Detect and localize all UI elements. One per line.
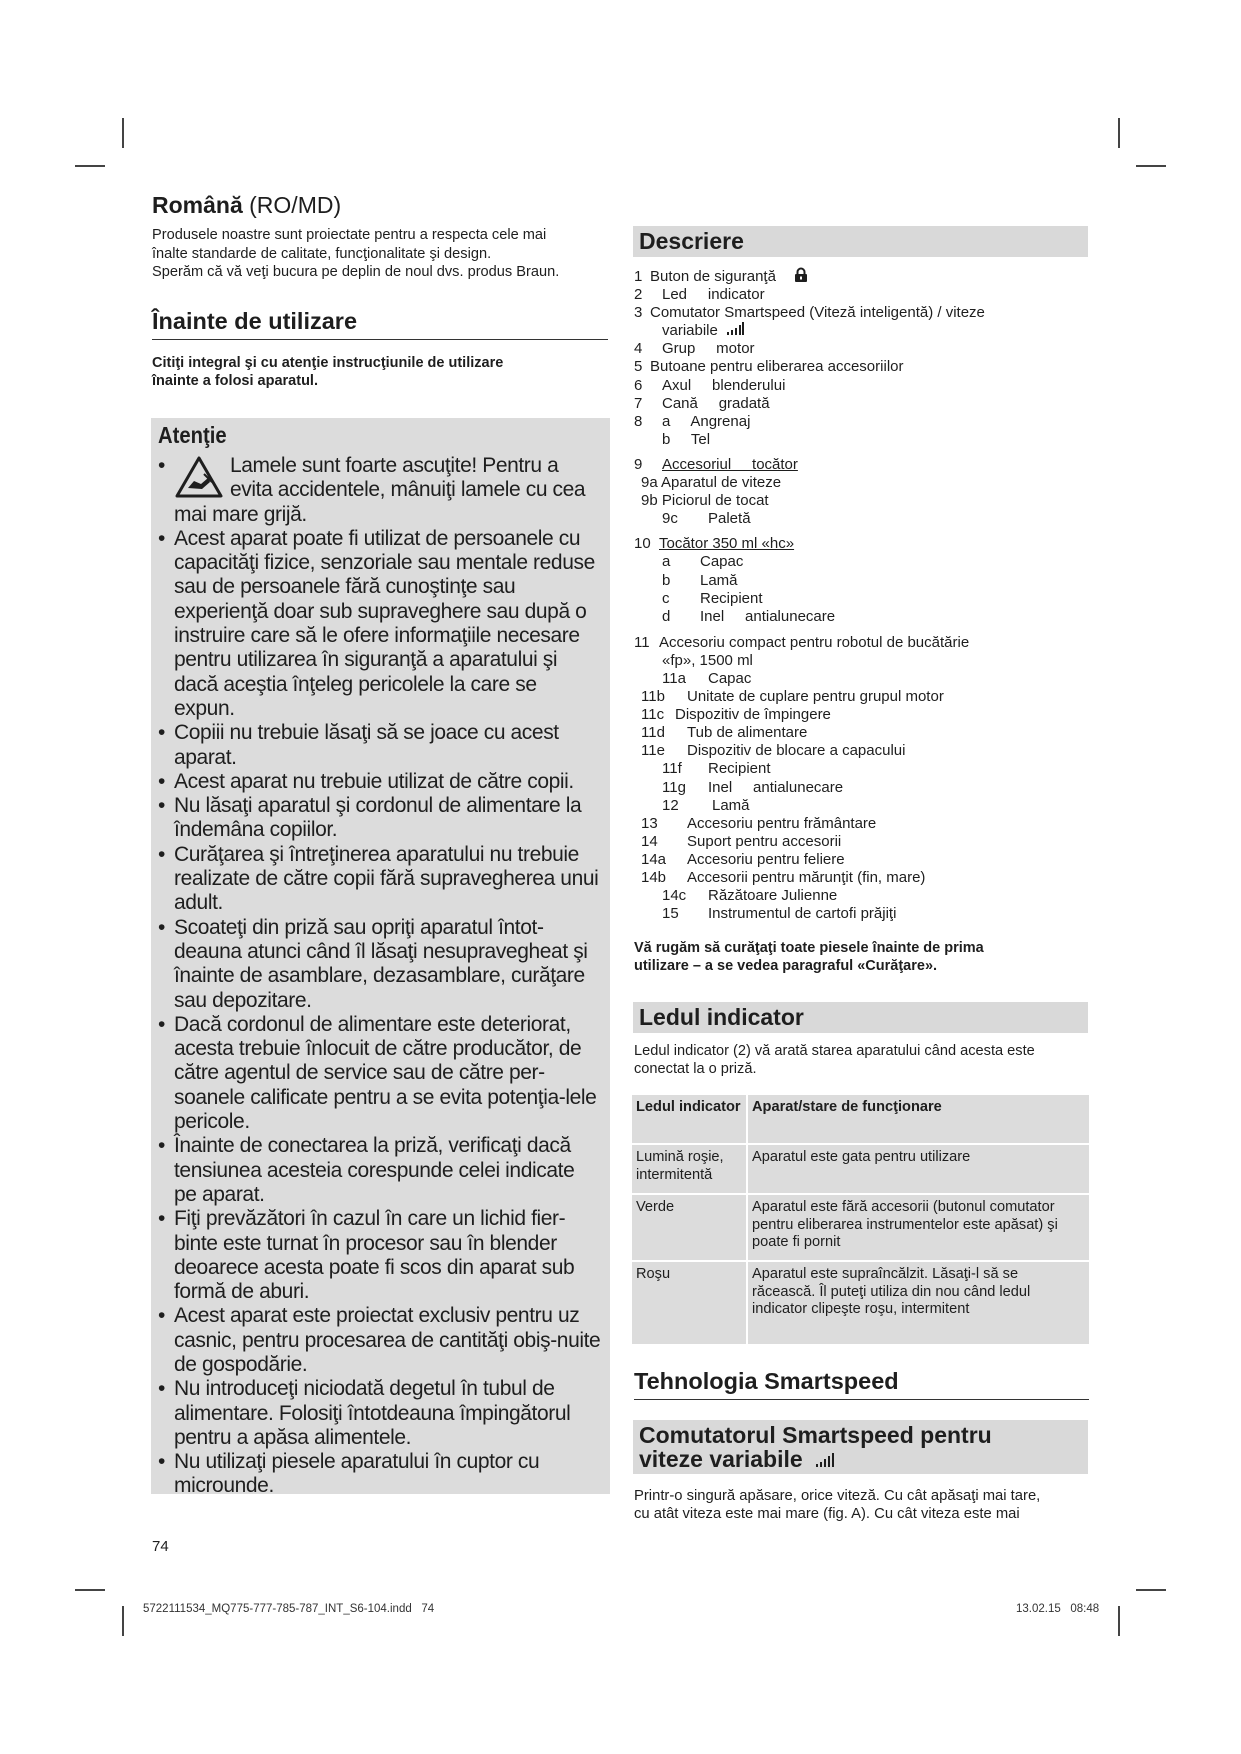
list-item <box>634 553 1089 571</box>
warning-item <box>158 794 602 843</box>
item-text: Aparatul de viteze <box>661 474 782 492</box>
item-text: Grup motor <box>662 340 755 358</box>
list-item <box>634 652 1089 670</box>
list-item <box>634 760 1089 778</box>
bullet: • <box>158 721 165 745</box>
crop-mark <box>1136 1589 1166 1591</box>
list-item <box>634 304 1089 322</box>
list-item <box>634 340 1089 358</box>
language-region: (RO/MD) <box>242 192 342 218</box>
list-item <box>634 688 1089 706</box>
table-row <box>632 1195 1089 1260</box>
warning-item <box>158 843 602 916</box>
item-number: 9 <box>634 455 643 473</box>
intro-paragraph <box>152 226 612 282</box>
footer-file-info: 5722111534_MQ775-777-785-787_INT_S6-104.indd 74 <box>143 1603 435 1615</box>
list-item <box>634 706 1089 724</box>
item-text: Axul blenderului <box>662 376 786 394</box>
warning-item <box>158 770 602 794</box>
item-number: 6 <box>634 376 643 394</box>
item-text: b Tel <box>662 430 711 448</box>
led-table-wrap <box>630 1093 1091 1346</box>
warning-item <box>158 1450 602 1499</box>
crop-mark <box>122 118 124 148</box>
list-item <box>634 833 1089 851</box>
item-text: Instrumentul de cartofi prăjiţi <box>708 905 897 923</box>
description-group <box>634 267 1089 449</box>
list-item <box>634 869 1089 887</box>
list-item <box>634 608 1089 626</box>
description-list <box>634 267 1089 975</box>
warning-box <box>151 418 610 1498</box>
item-text: Unitate de cuplare pentru grupul motor <box>687 688 944 706</box>
item-text: Butoane pentru eliberarea accesoriilor <box>650 358 904 376</box>
item-number: 12 <box>662 796 679 814</box>
item-number: 11d <box>641 724 665 742</box>
description-group <box>634 456 1089 528</box>
list-item <box>634 431 1089 449</box>
smartspeed-subheading <box>633 1420 1088 1474</box>
variable-speed-icon <box>815 1453 835 1467</box>
led-table <box>630 1093 1091 1346</box>
item-text: Accesoriu pentru feliere <box>687 850 845 868</box>
item-number: 14a <box>641 850 667 868</box>
item-number: d <box>662 607 671 625</box>
warning-item <box>158 721 602 770</box>
warning-text: Acest aparat poate fi utilizat de persoanele cu capacităţi fizice, senzoriale sau mentale reduse sau de persoanele fără cunoştinţe sau experienţă doar sub supraveghere sau după o instruire care să le ofere informaţiile necesare pentru utilizarea în siguranţă a aparatului şi dacă aceştia înţeleg pericolele la care se expun. <box>174 526 595 720</box>
smartspeed-heading: Tehnologia Smartspeed <box>634 1368 1089 1400</box>
bullet: • <box>158 1207 165 1231</box>
crop-mark <box>75 1589 105 1591</box>
item-number: 15 <box>662 905 679 923</box>
list-item <box>634 851 1089 869</box>
item-text: Suport pentru accesorii <box>687 832 842 850</box>
item-text: Recipient <box>708 760 771 778</box>
item-number: b <box>662 571 671 589</box>
warning-item <box>158 1377 602 1450</box>
list-item <box>634 590 1089 608</box>
item-text: Tub de alimentare <box>687 724 808 742</box>
item-number: 10 <box>634 535 651 553</box>
table-cell: Verde <box>632 1195 746 1260</box>
note-line: Citiţi integral şi cu atenţie instrucţiunile de utilizare <box>152 355 504 371</box>
item-text: «fp», 1500 ml <box>662 651 753 669</box>
item-text: Led indicator <box>662 286 765 304</box>
list-item <box>634 267 1089 286</box>
list-item <box>634 358 1089 376</box>
warning-text: Acest aparat este proiectat exclusiv pentru uz casnic, pentru procesarea de cantităţi obiş-nuite de gospodărie. <box>174 1304 601 1376</box>
list-item <box>634 887 1089 905</box>
item-number: 9a <box>641 474 658 492</box>
item-number: 4 <box>634 340 643 358</box>
before-use-section <box>152 308 608 390</box>
crop-mark <box>1118 1606 1120 1636</box>
warning-text: Lamele sunt foarte ascuţite! Pentru a evita accidentele, mânuiţi lamele cu cea mai mare grijă. <box>174 454 586 526</box>
smartspeed-text <box>634 1487 1094 1523</box>
item-number: 7 <box>634 394 643 412</box>
item-text: variabile <box>662 322 718 340</box>
item-number: a <box>662 553 671 571</box>
list-item <box>634 572 1089 590</box>
list-item <box>634 286 1089 304</box>
list-item <box>634 724 1089 742</box>
warning-text: Scoateţi din priză sau opriţi aparatul întot-deauna atunci când îl lăsaţi nesupravegheat şi înainte de asamblare, dezasamblare, curăţare sau depozitare. <box>174 915 588 1012</box>
warning-item <box>158 454 602 527</box>
item-number: 5 <box>634 358 643 376</box>
warning-text: Înainte de conectarea la priză, verificaţi dacă tensiunea acesteia corespunde celei indicate pe aparat. <box>174 1134 575 1206</box>
language-name: Română <box>152 192 243 218</box>
table-header-cell: Ledul indicator <box>632 1095 746 1143</box>
table-cell: Lumină roşie, intermitentă <box>632 1145 746 1193</box>
before-use-heading: Înainte de utilizare <box>152 308 608 340</box>
warning-text: Fiţi prevăzători în cazul în care un lichid fier-binte este turnat în procesor sau în blender deoarece acesta poate fi scos din aparat sub formă de aburi. <box>174 1207 575 1304</box>
table-cell: Aparatul este supraîncălzit. Lăsaţi-l să se răcească. Îl puteţi utiliza din nou când ledul indicator clipeşte roşu, intermitent <box>748 1262 1089 1344</box>
list-item <box>634 535 1089 553</box>
item-number: 11c <box>641 706 665 724</box>
item-text: Paletă <box>708 510 751 528</box>
item-text: Accesorii pentru mărunţit (fin, mare) <box>687 869 926 886</box>
note-line: Vă rugăm să curăţaţi toate piesele înainte de prima <box>634 940 984 957</box>
footer-date: 13.02.15 08:48 <box>1016 1603 1100 1615</box>
warning-text: Dacă cordonul de alimentare este deteriorat, acesta trebuie înlocuit de către producător, de către agentul de service sau de către per-soanele calificate pentru a se evita potenţia-lele pericole. <box>174 1012 597 1134</box>
table-row <box>632 1145 1089 1193</box>
list-item <box>634 797 1089 815</box>
list-item <box>634 510 1089 528</box>
crop-mark <box>75 165 105 167</box>
list-item <box>634 815 1089 833</box>
subheading-line <box>639 1447 1082 1471</box>
warning-item <box>158 1134 602 1207</box>
table-cell: Aparatul este fără accesorii (butonul comutator pentru eliberarea instrumentelor este apăsat) şi poate fi pornit <box>748 1195 1089 1260</box>
led-intro-line: Ledul indicator (2) vă arată starea aparatului când acesta este <box>634 1043 1035 1059</box>
item-text: Accesoriu pentru frământare <box>687 814 877 832</box>
warning-item <box>158 1013 602 1134</box>
item-text: Inel antialunecare <box>700 607 836 625</box>
crop-mark <box>122 1606 124 1636</box>
warning-item <box>158 916 602 1013</box>
warning-list <box>158 454 602 1499</box>
item-text: Dispozitiv de împingere <box>675 706 831 724</box>
warning-text: Nu utilizaţi piesele aparatului în cuptor cu microunde. <box>174 1450 540 1498</box>
note-line: înainte a folosi aparatul. <box>152 373 318 389</box>
variable-speed-icon <box>726 322 744 335</box>
table-header-cell: Aparat/stare de funcţionare <box>748 1095 1089 1143</box>
item-number: 11 <box>634 633 650 651</box>
warning-item <box>158 1207 602 1304</box>
item-number: 13 <box>641 814 658 832</box>
item-number: 1 <box>634 268 643 285</box>
item-text: Tocător 350 ml «hc» <box>659 535 795 553</box>
item-number: c <box>662 589 670 607</box>
intro-line: Produsele noastre sunt proiectate pentru a respecta cele mai <box>152 227 547 243</box>
note-line: utilizare – a se vedea paragraful «Curăţare». <box>634 958 938 975</box>
item-number: 8 <box>634 412 643 430</box>
bullet: • <box>158 1377 165 1401</box>
item-text: Recipient <box>700 589 763 607</box>
bullet: • <box>158 915 165 939</box>
item-text: Piciorul de tocat <box>661 492 769 510</box>
description-group <box>634 634 1089 924</box>
list-item <box>634 492 1089 510</box>
bullet: • <box>158 769 165 793</box>
item-number: 11a <box>662 669 686 687</box>
language-title <box>152 192 341 219</box>
intro-line: Sperăm că vă veţi bucura pe deplin de noul dvs. produs Braun. <box>152 264 560 280</box>
subheading-line: Comutatorul Smartspeed pentru <box>639 1422 992 1448</box>
led-heading: Ledul indicator <box>633 1002 1088 1033</box>
led-intro <box>634 1042 1089 1078</box>
item-text: Inel antialunecare <box>708 778 844 796</box>
item-text: Accesoriu compact pentru robotul de bucătărie <box>659 633 970 651</box>
warning-title: Atenţie <box>158 422 227 448</box>
list-item <box>634 779 1089 797</box>
item-text: a Angrenaj <box>662 412 751 430</box>
bullet: • <box>158 1304 165 1328</box>
table-cell: Aparatul este gata pentru utilizare <box>748 1145 1089 1193</box>
item-text: Accesoriul tocător <box>662 455 798 473</box>
warning-text: Copiii nu trebuie lăsaţi să se joace cu acest aparat. <box>174 721 559 769</box>
list-item <box>634 322 1089 340</box>
description-heading: Descriere <box>633 226 1088 257</box>
led-intro-line: conectat la o priză. <box>634 1061 757 1077</box>
item-text: Capac <box>708 669 752 687</box>
list-item <box>634 377 1089 395</box>
list-item <box>634 474 1089 492</box>
sharp-blade-warning-icon <box>174 454 224 500</box>
warning-text: Curăţarea şi întreţinerea aparatului nu trebuie realizate de către copii fără supravegherea unui adult. <box>174 842 599 915</box>
item-text: Cană gradată <box>662 394 770 412</box>
page-number: 74 <box>152 1538 169 1555</box>
bullet: • <box>158 526 165 550</box>
list-item <box>634 395 1089 413</box>
bullet: • <box>158 1134 165 1158</box>
list-item <box>634 670 1089 688</box>
cleaning-note <box>634 939 1089 975</box>
warning-item <box>158 1304 602 1377</box>
item-text: Răzătoare Julienne <box>708 887 838 905</box>
item-text: Lamă <box>700 571 738 589</box>
bullet: • <box>158 1012 165 1036</box>
smartspeed-line: cu atât viteza este mai mare (fig. A). Cu cât viteza este mai <box>634 1506 1020 1522</box>
bullet: • <box>158 794 165 818</box>
item-number: 9b <box>641 492 658 510</box>
list-item <box>634 634 1089 652</box>
list-item <box>634 413 1089 431</box>
item-number: 11b <box>641 688 665 706</box>
list-item <box>634 905 1089 923</box>
list-item <box>634 742 1089 760</box>
item-text: Capac <box>700 553 744 571</box>
table-header-row <box>632 1095 1089 1143</box>
item-text: Dispozitiv de blocare a capacului <box>687 742 906 760</box>
bullet: • <box>158 1450 165 1474</box>
warning-text: Acest aparat nu trebuie utilizat de către copii. <box>174 769 574 793</box>
item-number: 14 <box>641 832 658 850</box>
table-row <box>632 1262 1089 1344</box>
item-number: 14c <box>662 887 687 905</box>
subheading-text: viteze variabile <box>639 1446 803 1472</box>
item-number: 14b <box>641 869 667 886</box>
item-number: 9c <box>662 510 678 528</box>
crop-mark <box>1136 165 1166 167</box>
before-use-note <box>152 354 608 390</box>
bullet: • <box>158 454 165 477</box>
item-number: 11e <box>641 742 665 760</box>
description-group <box>634 535 1089 625</box>
item-text: Buton de siguranţă <box>650 268 776 285</box>
crop-mark <box>1118 118 1120 148</box>
warning-text: Nu lăsaţi aparatul şi cordonul de alimentare la îndemâna copiilor. <box>174 794 582 842</box>
list-item <box>634 456 1089 474</box>
item-text: Comutator Smartspeed (Viteză inteligentă) / viteze <box>650 304 985 322</box>
lock-icon <box>794 267 808 283</box>
item-text: Lamă <box>712 796 750 814</box>
intro-line: înalte standarde de calitate, funcţionalitate şi design. <box>152 245 492 262</box>
bullet: • <box>158 842 165 866</box>
warning-item <box>158 527 602 721</box>
item-number: 11g <box>662 778 686 796</box>
smartspeed-line: Printr-o singură apăsare, orice viteză. Cu cât apăsaţi mai tare, <box>634 1488 1041 1504</box>
warning-text: Nu introduceţi niciodată degetul în tubul de alimentare. Folosiţi întotdeauna împingătorul pentru a apăsa alimentele. <box>174 1377 571 1449</box>
item-number: 2 <box>634 286 643 304</box>
table-cell: Roşu <box>632 1262 746 1344</box>
item-number: 11f <box>662 760 682 778</box>
item-number: 3 <box>634 304 643 322</box>
